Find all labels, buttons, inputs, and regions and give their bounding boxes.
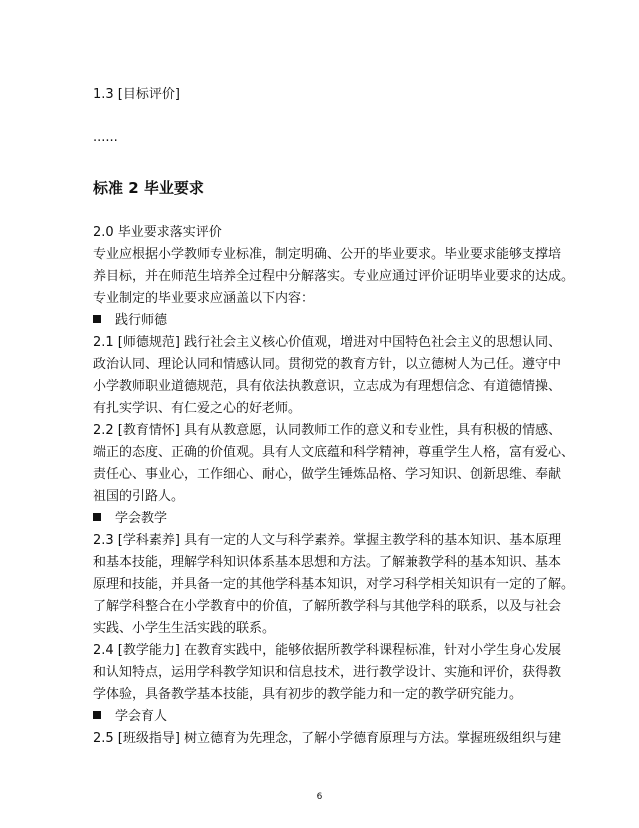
bullet-label: 学会育人: [115, 709, 168, 724]
para-2-3-line: 2.3 [学科素养] 具有一定的人文与科学素养。掌握主教学科的基本知识、基本原理: [93, 533, 562, 548]
ellipsis: ......: [93, 130, 118, 145]
para-2-5-line: 2.5 [班级指导] 树立德育为先理念，了解小学德育原理与方法。掌握班级组织与建: [93, 731, 562, 746]
bullet-learn-educating: [93, 708, 167, 725]
para-2-3-line: 了解学科整合在小学教育中的价值，了解所教学科与其他学科的联系，以及与社会: [93, 599, 562, 614]
para-2-2-line: 祖国的引路人。: [93, 489, 185, 504]
square-bullet-icon: [93, 513, 101, 521]
standard-2-title: 标准 2 毕业要求: [93, 179, 204, 197]
square-bullet-icon: [93, 315, 101, 323]
para-2-1-line: 2.1 [师德规范] 践行社会主义核心价值观，增进对中国特色社会主义的思想认同、: [93, 335, 562, 350]
bullet-label: 学会教学: [115, 511, 168, 526]
para-2-4-line: 和认知特点，运用学科教学知识和信息技术，进行教学设计、实施和评价，获得教: [93, 665, 562, 680]
section-1-3: 1.3 [目标评价]: [93, 87, 180, 102]
para-2-1-line: 小学教师职业道德规范，具有依法执教意识，立志成为有理想信念、有道德情操、: [93, 379, 562, 394]
body-line: 专业应根据小学教师专业标准，制定明确、公开的毕业要求。毕业要求能够支撑培: [93, 247, 562, 262]
para-2-3-line: 实践、小学生生活实践的联系。: [93, 621, 276, 636]
para-2-1-line: 有扎实学识、有仁爱之心的好老师。: [93, 401, 302, 416]
body-line: 养目标，并在师范生培养全过程中分解落实。专业应通过评价证明毕业要求的达成。: [93, 269, 575, 284]
body-line: 专业制定的毕业要求应涵盖以下内容：: [93, 291, 315, 306]
bullet-practice-ethics: [93, 312, 167, 329]
square-bullet-icon: [93, 711, 101, 719]
bullet-label: 践行师德: [115, 313, 168, 328]
page-number: 6: [316, 792, 323, 802]
para-2-1-line: 政治认同、理论认同和情感认同。贯彻党的教育方针，以立德树人为己任。遵守中: [93, 357, 562, 372]
para-2-4-line: 学体验，具备教学基本技能，具有初步的教学能力和一定的教学研究能力。: [93, 687, 523, 702]
para-2-2-line: 2.2 [教育情怀] 具有从教意愿，认同教师工作的意义和专业性，具有积极的情感、: [93, 423, 562, 438]
section-2-0: 2.0 毕业要求落实评价: [93, 225, 222, 240]
para-2-3-line: 原理和技能，并具备一定的其他学科基本知识，对学习科学相关知识有一定的了解。: [93, 577, 575, 592]
bullet-learn-teaching: [93, 510, 167, 527]
para-2-2-line: 端正的态度、正确的价值观。具有人文底蕴和科学精神，尊重学生人格，富有爱心、: [93, 445, 575, 460]
para-2-4-line: 2.4 [教学能力] 在教育实践中，能够依据所教学科课程标准，针对小学生身心发展: [93, 643, 562, 658]
para-2-3-line: 和基本技能，理解学科知识体系基本思想和方法。了解兼教学科的基本知识、基本: [93, 555, 562, 570]
para-2-2-line: 责任心、事业心，工作细心、耐心，做学生锤炼品格、学习知识、创新思维、奉献: [93, 467, 562, 482]
